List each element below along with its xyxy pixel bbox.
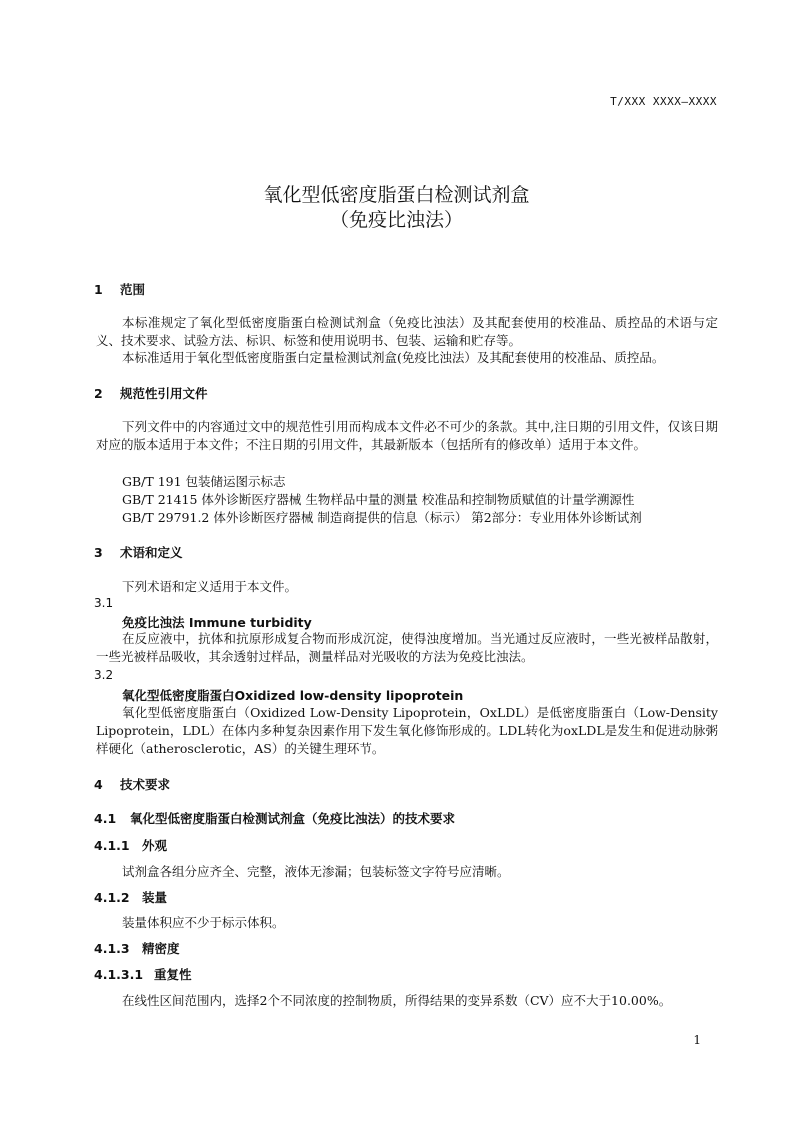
subsection-4-1-3-1-heading bbox=[94, 965, 192, 983]
title-line-2: （免疫比浊法） bbox=[329, 209, 463, 231]
term-number: 3.2 bbox=[94, 668, 114, 682]
subsection-text: 装量体积应不少于标示体积。 bbox=[122, 915, 285, 930]
subsection-title: 重复性 bbox=[154, 967, 192, 982]
title-line-1: 氧化型低密度脂蛋白检测试剂盒 bbox=[263, 184, 530, 206]
subsection-number: 4.1.2 bbox=[94, 890, 130, 905]
term-definition: 氧化型低密度脂蛋白（Oxidized Low-Density Lipoprotein，OxLDL）是低密度脂蛋白（Low-Density Lipoprotein，LDL）在体内多种复杂因素作用下发生氧化修饰形成的。LDL转化为oxLDL是发生和促进动脉粥样硬化（atherosclerotic，AS）的关键生理环节。 bbox=[96, 705, 718, 756]
section-2-paragraph-1: 下列文件中的内容通过文中的规范性引用而构成本文件必不可少的条款。其中,注日期的引用文件，仅该日期对应的版本适用于本文件；不注日期的引用文件，其最新版本（包括所有的修改单）适用于本文件。 bbox=[96, 419, 718, 452]
subsection-title: 氧化型低密度脂蛋白检测试剂盒（免疫比浊法）的技术要求 bbox=[130, 811, 456, 826]
subsection-number: 4.1.3.1 bbox=[94, 967, 144, 982]
term-title: 免疫比浊法 Immune turbidity bbox=[122, 615, 312, 630]
section-1-paragraph-1: 本标准规定了氧化型低密度脂蛋白检测试剂盒（免疫比浊法）及其配套使用的校准品、质控品的术语与定义、技术要求、试验方法、标识、标签和使用说明书、包装、运输和贮存等。 bbox=[96, 315, 718, 348]
subsection-number: 4.1.3 bbox=[94, 941, 130, 956]
section-number: 2 bbox=[94, 386, 103, 401]
subsection-title: 精密度 bbox=[142, 941, 180, 956]
term-number: 3.1 bbox=[94, 596, 114, 610]
section-title: 规范性引用文件 bbox=[120, 386, 208, 401]
subsection-text: 在线性区间范围内，选择2个不同浓度的控制物质，所得结果的变异系数（CV）应不大于10.00%。 bbox=[122, 993, 672, 1008]
document-number: T/XXX XXXX—XXXX bbox=[610, 95, 717, 108]
subsection-4-1-3-heading bbox=[94, 939, 180, 957]
section-title: 术语和定义 bbox=[120, 545, 183, 560]
subsection-text: 试剂盒各组分应齐全、完整，液体无渗漏；包装标签文字符号应清晰。 bbox=[122, 864, 510, 879]
section-3-heading bbox=[94, 543, 183, 561]
page-number: 1 bbox=[693, 1033, 701, 1047]
section-1-heading bbox=[94, 280, 145, 298]
reference-item: GB/T 29791.2 体外诊断医疗器械 制造商提供的信息（标示） 第2部分：专业用体外诊断试剂 bbox=[122, 510, 642, 525]
section-number: 4 bbox=[94, 777, 103, 792]
subsection-number: 4.1 bbox=[94, 811, 117, 826]
subsection-4-1-1-heading bbox=[94, 836, 167, 854]
subsection-title: 装量 bbox=[142, 890, 168, 905]
section-number: 3 bbox=[94, 545, 103, 560]
subsection-title: 外观 bbox=[142, 838, 168, 853]
section-1-paragraph-2: 本标准适用于氧化型低密度脂蛋白定量检测试剂盒(免疫比浊法）及其配套使用的校准品、质控品。 bbox=[122, 350, 665, 365]
term-title: 氧化型低密度脂蛋白Oxidized low-density lipoprotein bbox=[122, 688, 464, 703]
section-3-paragraph-1: 下列术语和定义适用于本文件。 bbox=[122, 579, 298, 594]
section-4-heading bbox=[94, 775, 170, 793]
section-number: 1 bbox=[94, 282, 103, 297]
section-2-heading bbox=[94, 384, 208, 402]
reference-item: GB/T 191 包装储运图示标志 bbox=[122, 474, 286, 489]
subsection-4-1-2-heading bbox=[94, 888, 167, 906]
reference-item: GB/T 21415 体外诊断医疗器械 生物样品中量的测量 校准品和控制物质赋值的计量学溯源性 bbox=[122, 492, 635, 507]
subsection-4-1-heading bbox=[94, 809, 455, 827]
section-title: 范围 bbox=[120, 282, 146, 297]
term-definition: 在反应液中，抗体和抗原形成复合物而形成沉淀，使得浊度增加。当光通过反应液时，一些光被样品散射，一些光被样品吸收，其余透射过样品，测量样品对光吸收的方法为免疫比浊法。 bbox=[96, 631, 718, 664]
subsection-number: 4.1.1 bbox=[94, 838, 130, 853]
section-title: 技术要求 bbox=[120, 777, 171, 792]
